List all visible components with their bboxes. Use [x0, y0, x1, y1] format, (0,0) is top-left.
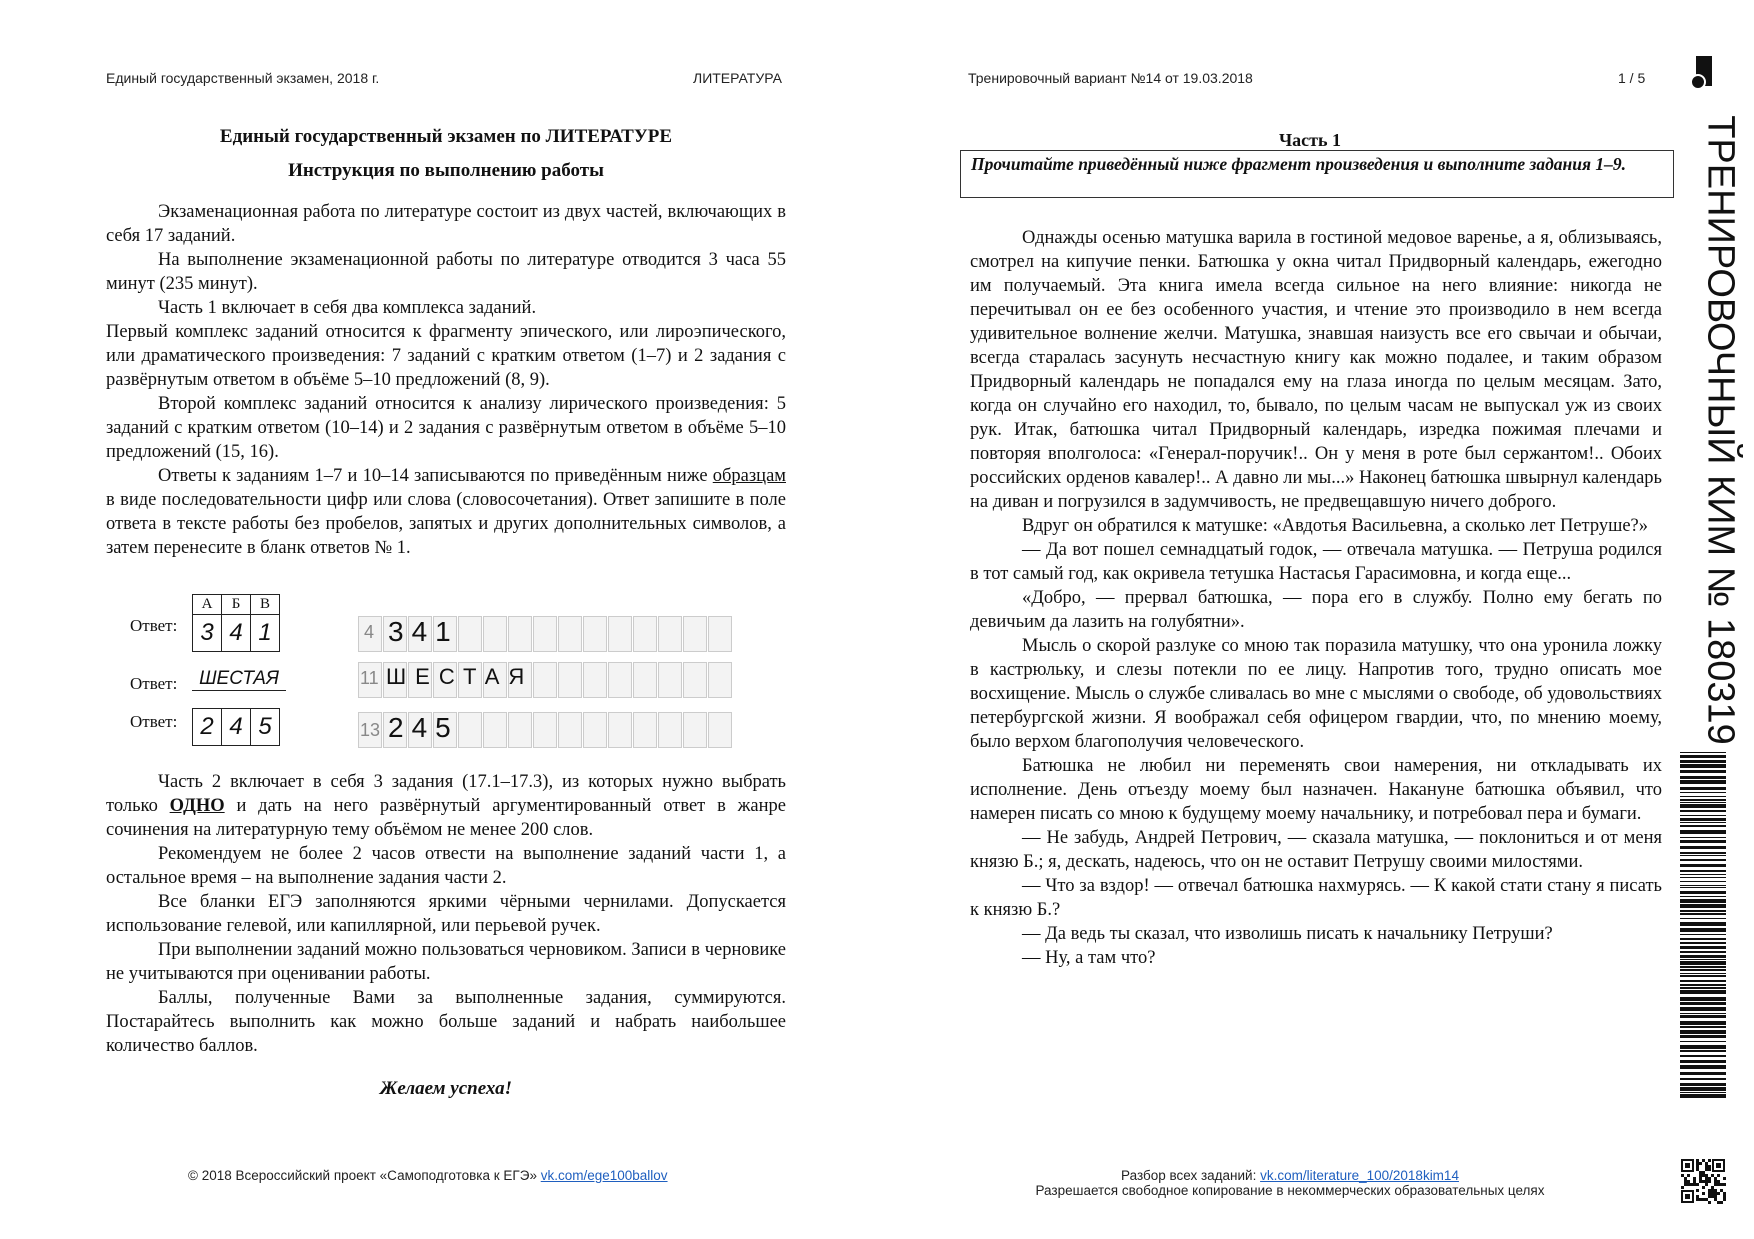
instructions-column — [106, 126, 786, 1100]
instruction-paragraph: Баллы, полученные Вами за выполненные задания, суммируются. Постарайтесь выполнить как можно больше заданий и набрать наибольшее количество баллов. — [106, 988, 786, 1056]
header-subject: ЛИТЕРАТУРА — [693, 70, 782, 86]
instruction-paragraph: Ответы к заданиям 1–7 и 10–14 записываются по приведённым ниже образцам в виде последовательности цифр или слова (словосочетания). Ответ запишите в поле ответа в тексте работы без пробелов, запятых и других дополнительных символов, а затем перенесите в бланк ответов № 1. — [106, 466, 786, 558]
fragment-paragraph: Батюшка не любил ни переменять свои намерения, ни откладывать их исполнение. День отъезду моему был назначен. Накануне батюшка объявил, что намерен писать со мною к будущему моему начальнику, и потребовал пера и бумаги. — [970, 756, 1662, 824]
answer-digit: 1 — [251, 615, 280, 652]
grid-answer: ШЕСТАЯ — [386, 664, 534, 689]
instruction-paragraph: На выполнение экзаменационной работы по литературе отводится 3 часа 55 минут (235 минут). — [106, 250, 786, 294]
qr-code-icon — [1680, 1158, 1726, 1204]
header-variant: Тренировочный вариант №14 от 19.03.2018 — [968, 70, 1253, 86]
header-left: Единый государственный экзамен, 2018 г. — [106, 70, 380, 86]
fragment-paragraph: Вдруг он обратился к матушке: «Авдотья Васильевна, а сколько лет Петруше?» — [1022, 516, 1649, 536]
text-fragment — [970, 226, 1662, 970]
fragment-paragraph: — Ну, а там что? — [1022, 948, 1156, 968]
fragment-paragraph: — Не забудь, Андрей Петрович, — сказала матушка, — поклониться и от меня князю Б.; я, дескать, надеюсь, что он не оставит Петрушу своими милостями. — [970, 828, 1662, 872]
answer-digit: 3 — [193, 615, 222, 652]
fragment-paragraph: Однажды осенью матушка варила в гостиной медовое варенье, а я, облизываясь, смотрел на кипучие пенки. Батюшка у окна читал Придворный календарь, ежегодно им получаемый. Эта книга имела всегда сильное на него влияние: никогда не перечитывал он ее без особенного участия, и чтение это производило в нем всегда удивительное волнение желчи. Матушка, знавшая наизусть все его свычаи и обычаи, всегда старалась засунуть несчастную книгу как можно подалее, и таким образом Придворный календарь не попадался ему на глаза иногда по целым месяцам. Зато, когда он случайно его находил, то, бывало, по целым часам не выпускал уж из своих рук. Итак, батюшка читал Придворный календарь, изредка пожимая плечами и повторяя вполголоса: «Генерал-поручик!.. Он у меня в роте был сержантом!.. Обоих российских орденов кавалер!.. А давно ли мы...» Наконец батюшка швырнул календарь на диван и погрузился в задумчивость, не предвещавшую ничего доброго. — [970, 228, 1662, 512]
task-number: 4 — [364, 622, 375, 642]
instruction-paragraph: Часть 2 включает в себя 3 задания (17.1–17.3), из которых нужно выбрать только ОДНО и дать на него развёрнутый аргументированный ответ в жанре сочинения на литературную тему объёмом не менее 200 слов. — [106, 772, 786, 840]
abv-answer-table — [192, 594, 280, 652]
answer-digit: 4 — [222, 615, 251, 652]
corner-mark-icon — [1690, 56, 1712, 86]
task-box — [960, 150, 1674, 198]
good-luck: Желаем успеха! — [379, 1078, 513, 1099]
barcode-icon — [1680, 752, 1726, 1102]
instruction-paragraph: Часть 1 включает в себя два комплекса заданий. — [158, 298, 537, 318]
answer-digit: 5 — [251, 709, 280, 746]
analysis-link[interactable]: vk.com/literature_100/2018kim14 — [1260, 1168, 1459, 1183]
fragment-paragraph: Мысль о скорой разлуке со мною так поразила матушку, что она уронила ложку в кастрюльку, и слезы потекли по ее лицу. Напротив того, трудно описать мое восхищение. Мысль о службе сливалась во мне с мыслями о свободе, об удовольствиях петербургской жизни. Я воображал себя офицером гвардии, что, по мнению моему, было верхом благополучия человеческого. — [970, 636, 1662, 752]
kim-number: ТРЕНИРОВОЧНЫЙ КИМ № 180319 — [1699, 115, 1742, 745]
instruction-paragraph: Рекомендуем не более 2 часов отвести на выполнение заданий части 1, а остальное время – на выполнение задания части 2. — [106, 844, 786, 888]
fragment-paragraph: — Да ведь ты сказал, что изволишь писать к начальнику Петруши? — [1022, 924, 1553, 944]
instructions-title: Инструкция по выполнению работы — [288, 160, 604, 181]
task-number: 11 — [360, 668, 379, 688]
handwritten-word: ШЕСТАЯ — [192, 668, 286, 691]
column-v: В — [251, 595, 280, 615]
instruction-paragraph: При выполнении заданий можно пользоваться черновиком. Записи в черновике не учитываются при оценивании работы. — [106, 940, 786, 984]
column-a: А — [193, 595, 222, 615]
project-link[interactable]: vk.com/ege100ballov — [540, 1168, 668, 1183]
answer-digit: 4 — [222, 709, 251, 746]
answer-label: Ответ: — [130, 674, 178, 693]
page-number: 1 / 5 — [1618, 70, 1646, 86]
fragment-paragraph: — Что за вздор! — отвечал батюшка нахмурясь. — К какой стати стану я писать к князю Б.? — [970, 876, 1662, 920]
answer-label: Ответ: — [130, 616, 178, 635]
part-title: Часть 1 — [1278, 130, 1342, 150]
left-footer: © 2018 Всероссийский проект «Самоподготовка к ЕГЭ» vk.com/ege100ballov — [188, 1168, 668, 1183]
task-instruction: Прочитайте приведённый ниже фрагмент произведения и выполните задания 1–9. — [971, 154, 1627, 174]
one-underlined: ОДНО — [169, 796, 225, 816]
answer-label: Ответ: — [130, 712, 178, 731]
grid-answer: 245 — [388, 712, 459, 743]
instruction-paragraph: Экзаменационная работа по литературе состоит из двух частей, включающих в себя 17 заданий. — [106, 202, 786, 246]
samples-underlined: образцам — [712, 466, 786, 486]
copy-note: Разрешается свободное копирование в некоммерческих образовательных целях — [1035, 1183, 1545, 1198]
instruction-paragraph: Второй комплекс заданий относится к анализу лирического произведения: 5 заданий с кратким ответом (10–14) и 2 задания с развёрнутым ответом в объёме 5–10 предложений (15, 16). — [106, 394, 786, 462]
task-number: 13 — [360, 720, 381, 740]
column-b: Б — [222, 595, 251, 615]
right-footer: Разбор всех заданий: vk.com/literature_100/2018kim14 Разрешается свободное копирование в некоммерческих образовательных целях — [1030, 1168, 1550, 1198]
fragment-paragraph: «Добро, — прервал батюшка, — пора его в службу. Полно ему бегать по девичьим да лазить на голубятни». — [970, 588, 1662, 632]
digit-answer-table — [192, 708, 280, 746]
fragment-paragraph: — Да вот пошел семнадцатый годок, — отвечала матушка. — Петруша родился в тот самый год, как окривела тетушка Настасья Гарасимовна, и когда еще... — [970, 540, 1662, 584]
instruction-paragraph: Все бланки ЕГЭ заполняются яркими чёрными чернилами. Допускается использование гелевой, или капиллярной, или перьевой ручек. — [106, 892, 786, 936]
answer-digit: 2 — [193, 709, 222, 746]
grid-answer: 341 — [388, 616, 459, 647]
instruction-paragraph: Первый комплекс заданий относится к фрагменту эпического, или лироэпического, или драматического произведения: 7 заданий с кратким ответом (1–7) и 2 задания с развёрнутым ответом в объёме 5–10 предложений (8, 9). — [106, 322, 786, 390]
exam-title: Единый государственный экзамен по ЛИТЕРАТУРЕ — [219, 126, 673, 147]
answer-samples — [106, 590, 786, 770]
